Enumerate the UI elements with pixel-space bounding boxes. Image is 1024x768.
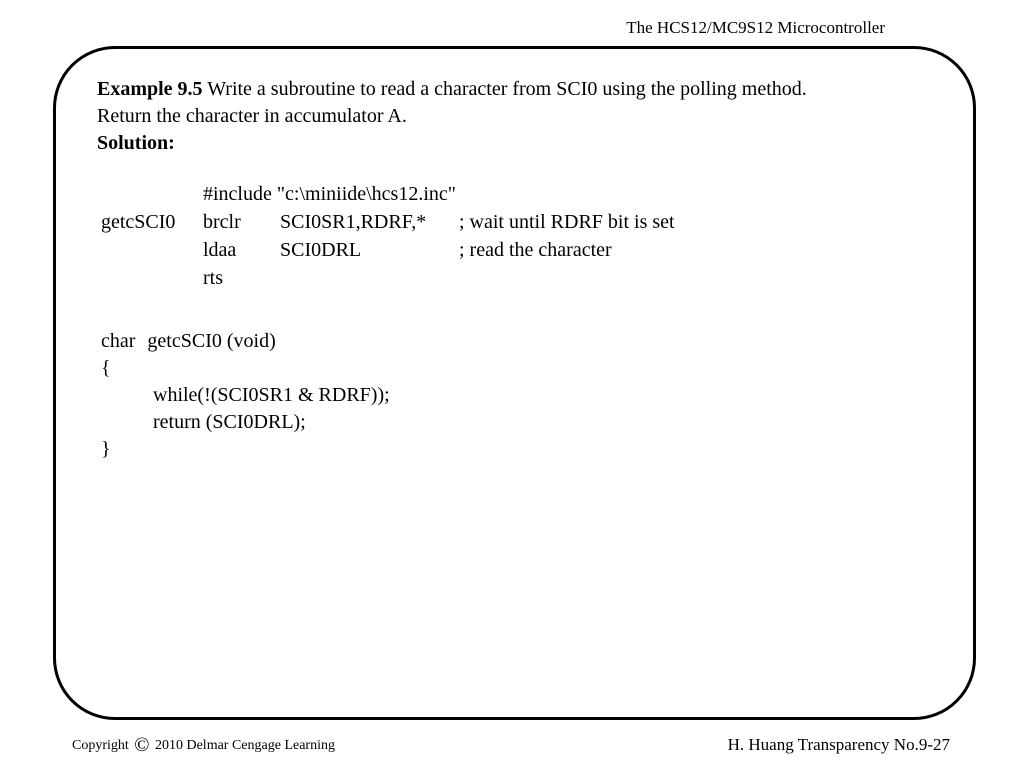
c-open-brace: { (101, 357, 111, 379)
example-statement (97, 76, 857, 157)
book-title: The HCS12/MC9S12 Microcontroller (626, 18, 885, 37)
copyright-holder: 2010 Delmar Cengage Learning (154, 738, 335, 753)
asm-operand: SCI0DRL (280, 239, 362, 261)
c-function-name: getcSCI0 (void) (147, 330, 276, 352)
asm-opcode: rts (203, 267, 223, 289)
asm-operand: SCI0SR1,RDRF,* (280, 211, 427, 233)
c-return-line: return (SCI0DRL); (153, 411, 306, 433)
asm-label: getcSCI0 (101, 211, 176, 233)
c-signature (101, 328, 390, 355)
c-while-line: while(!(SCI0SR1 & RDRF)); (153, 384, 390, 406)
example-label: Example 9.5 (97, 78, 203, 100)
solution-label: Solution: (97, 132, 175, 154)
problem-text: Write a subroutine to read a character from SCI0 using the polling method. Return the character in accumulator A. (97, 78, 807, 127)
asm-opcode: brclr (203, 211, 241, 233)
copyright-notice (72, 734, 335, 757)
transparency-number: H. Huang Transparency No.9-27 (727, 735, 950, 754)
asm-comment: ; read the character (459, 239, 612, 261)
asm-include: #include "c:\miniide\hcs12.inc" (203, 183, 456, 205)
c-return-type: char (101, 330, 136, 352)
asm-comment: ; wait until RDRF bit is set (459, 211, 675, 233)
c-close-brace: } (101, 438, 111, 460)
copyright-word: Copyright (72, 738, 129, 753)
copyright-icon: © (134, 734, 150, 756)
problem-paragraph (97, 76, 857, 130)
asm-opcode: ldaa (203, 239, 237, 261)
c-code-listing (101, 328, 390, 463)
